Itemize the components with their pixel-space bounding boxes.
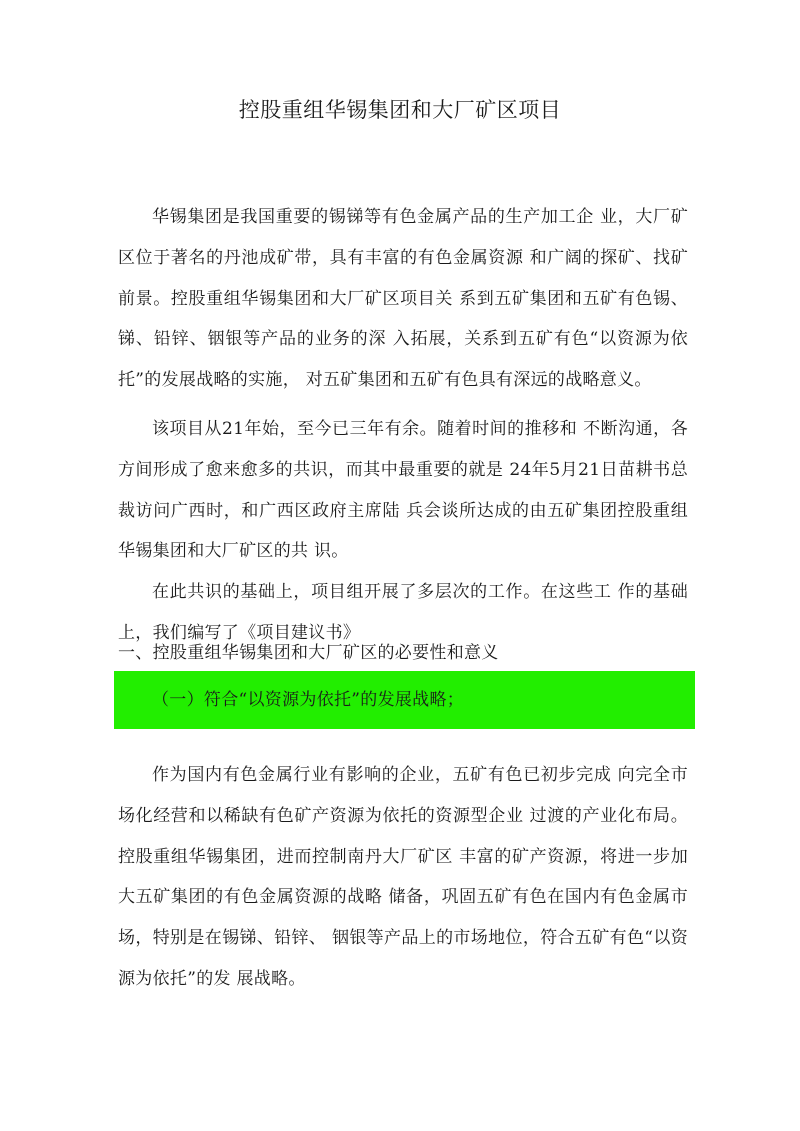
paragraph-strategy: 作为国内有色金属行业有影响的企业，五矿有色已初步完成 向完全市场化经营和以稀缺有色矿产资源为依托的资源型企业 过渡的产业化布局。控股重组华锡集团，进而控制南丹大厂矿区 丰富的矿产资源，将进一步加大五矿集团的有色金属资源的战略 储备，巩固五矿有色在国内有色金属市场，特别是在锡锑、铅锌、 铟银等产品上的市场地位，符合五矿有色“以资源为依托”的发 展战略。 [118,765,688,989]
highlighted-subheading: （一）符合“以资源为依托”的发展战略； [114,671,695,729]
section-heading: 一、控股重组华锡集团和大厂矿区的必要性和意义 [118,643,499,663]
paragraph-intro: 华锡集团是我国重要的锡锑等有色金属产品的生产加工企 业，大厂矿区位于著名的丹池成矿带，具有丰富的有色金属资源 和广阔的探矿、找矿前景。控股重组华锡集团和大厂矿区项目关 系到五矿集团和五矿有色锡、锑、铅锌、铟银等产品的业务的深 入拓展，关系到五矿有色“以资源为依托”的发展战略的实施， 对五矿集团和五矿有色具有深远的战略意义。 [118,207,688,391]
paragraph-work-basis: 在此共识的基础上，项目组开展了多层次的工作。在这些工 作的基础上，我们编写了《项目建议书》 [118,582,688,643]
document-title: 控股重组华锡集团和大厂矿区项目 [238,98,562,122]
paragraph-history: 该项目从21年始，至今已三年有余。随着时间的推移和 不断沟通，各方间形成了愈来愈多的共识，而其中最重要的就是 24年5月21日苗耕书总裁访问广西时，和广西区政府主席陆 兵会谈所达成的由五矿集团控股重组华锡集团和大厂矿区的共 识。 [118,419,688,562]
